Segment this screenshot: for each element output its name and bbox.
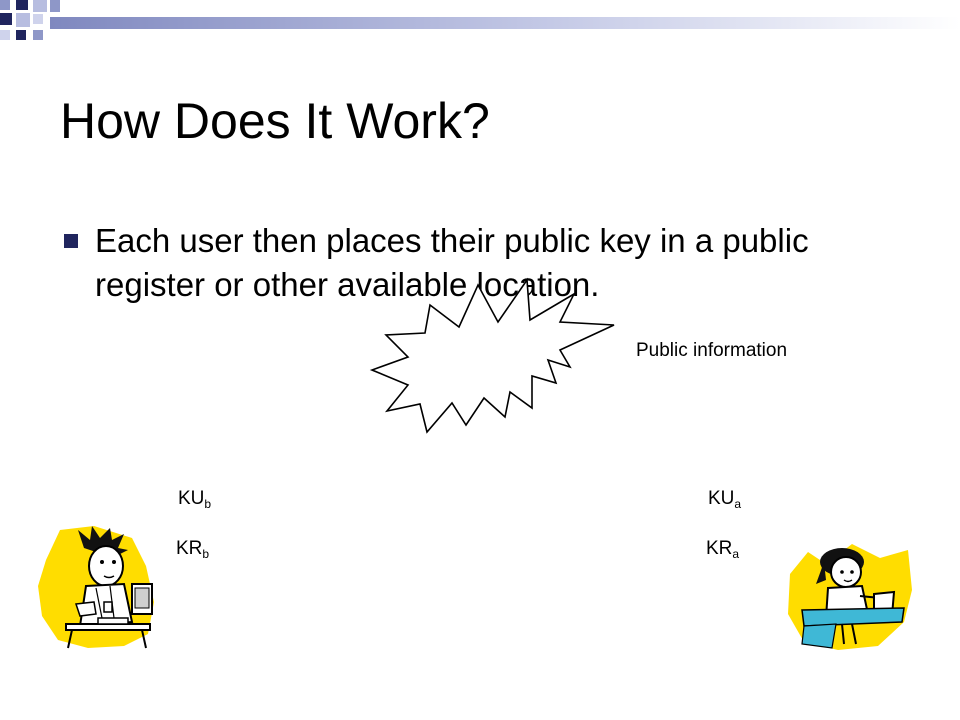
alice-private-key (706, 538, 739, 561)
key-base: KU (178, 488, 205, 509)
key-base: KR (176, 538, 203, 559)
key-subscript: b (204, 497, 212, 511)
key-base: KR (706, 538, 733, 559)
key-subscript: a (734, 497, 742, 511)
bullet-text: Each user then places their public key in a public register or other available location. (95, 222, 809, 303)
public-information-label: Public information (636, 340, 788, 361)
bob-computer-user-icon (36, 522, 160, 650)
key-subscript: b (202, 547, 210, 561)
slide-title: How Does It Work? (60, 93, 490, 149)
alice-computer-user-icon (782, 540, 916, 652)
key-base: KU (708, 488, 735, 509)
alice-public-key (708, 488, 741, 511)
bob-public-key (178, 488, 211, 511)
bob-private-key (176, 538, 209, 561)
key-subscript: a (732, 547, 740, 561)
